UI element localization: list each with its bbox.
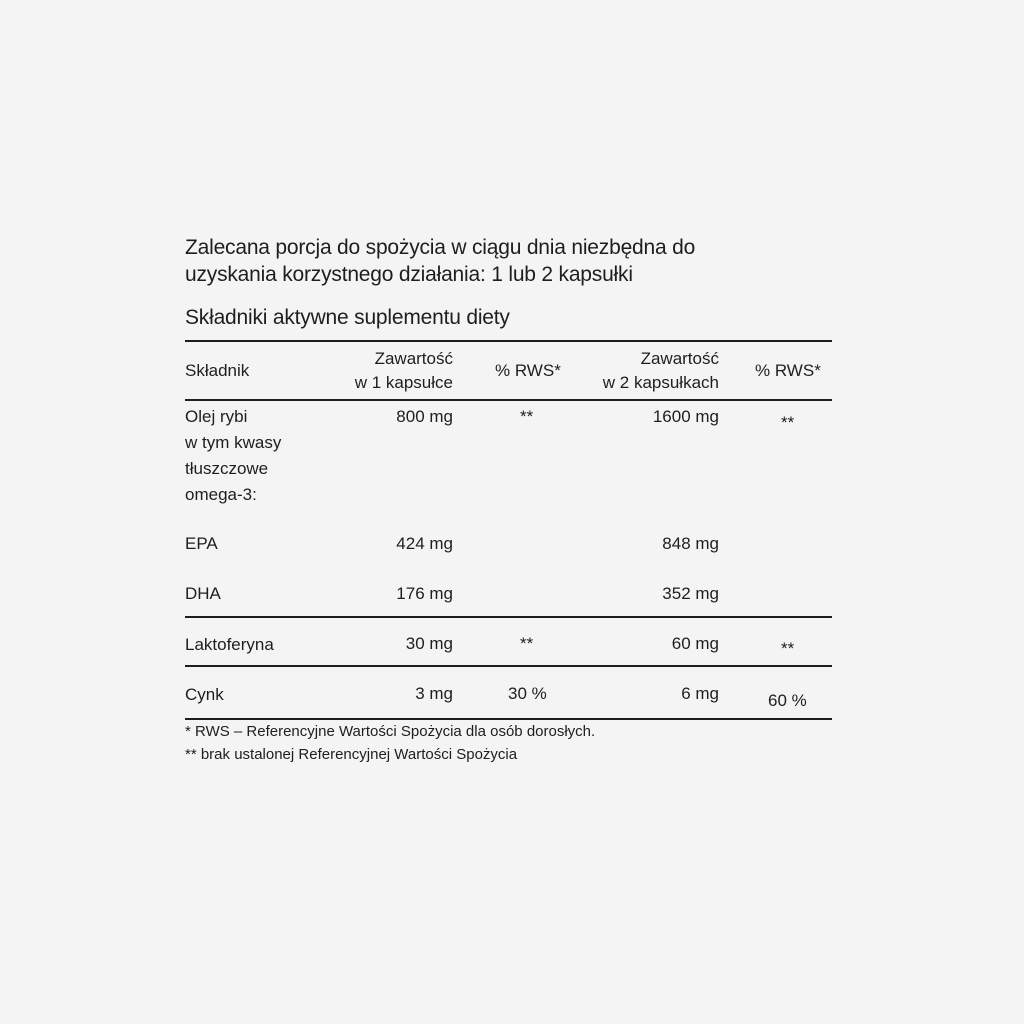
- header-amount2-line2: w 2 kapsułkach: [602, 373, 719, 392]
- row-epa-amount1: 424 mg: [396, 534, 453, 553]
- row-fish-oil-name-4: omega-3:: [185, 485, 257, 504]
- row-dha-name: DHA: [185, 584, 221, 603]
- header-ingredient: Składnik: [185, 361, 250, 380]
- supplement-facts-panel: [185, 234, 832, 720]
- row-zinc-amount1: 3 mg: [415, 684, 453, 703]
- row-zinc-rws1: 30 %: [508, 684, 547, 703]
- intro-line-2: uzyskania korzystnego działania: 1 lub 2 kapsułki: [185, 263, 633, 286]
- footnotes: [185, 720, 595, 766]
- row-lactoferrin-rws2: **: [781, 639, 795, 658]
- row-lactoferrin-rws1: **: [520, 634, 534, 653]
- header-amount2-line1: Zawartość: [640, 349, 719, 368]
- header-amount1-line1: Zawartość: [374, 349, 453, 368]
- row-epa-amount2: 848 mg: [662, 534, 719, 553]
- row-fish-oil-name-2: w tym kwasy: [185, 433, 282, 452]
- ingredients-table: [185, 340, 832, 720]
- header-rule: [185, 399, 832, 401]
- row-zinc-name: Cynk: [185, 685, 224, 704]
- table-top-rule: [185, 340, 832, 342]
- row-fish-oil-amount1: 800 mg: [396, 407, 453, 426]
- row-lactoferrin-amount2: 60 mg: [671, 634, 719, 653]
- row-fish-oil-name-1: Olej rybi: [185, 407, 248, 426]
- row-fish-oil-rws2: **: [781, 413, 795, 432]
- intro-line-1: Zalecana porcja do spożycia w ciągu dnia niezbędna do: [185, 236, 696, 259]
- footnote-no-rws: ** brak ustalonej Referencyjnej Wartości Spożycia: [185, 746, 518, 763]
- header-rws1: % RWS*: [495, 361, 561, 380]
- row-fish-oil-name-3: tłuszczowe: [185, 459, 269, 478]
- row-zinc-rws2: 60 %: [768, 691, 807, 710]
- row-fish-oil-rws1: **: [520, 407, 534, 426]
- row-zinc-amount2: 6 mg: [681, 684, 719, 703]
- row-dha-amount1: 176 mg: [396, 584, 453, 603]
- row-lactoferrin-name: Laktoferyna: [185, 635, 274, 654]
- recommended-dose-text: [185, 234, 832, 288]
- header-amount1-line2: w 1 kapsułce: [354, 373, 453, 392]
- row-dha-amount2: 352 mg: [662, 584, 719, 603]
- footnote-rws: * RWS – Referencyjne Wartości Spożycia dla osób dorosłych.: [185, 723, 596, 740]
- header-rws2: % RWS*: [755, 361, 821, 380]
- row-fish-oil-amount2: 1600 mg: [652, 407, 719, 426]
- row-rule-1: [185, 616, 832, 618]
- section-title: Składniki aktywne suplementu diety: [185, 306, 510, 329]
- row-epa-name: EPA: [185, 534, 218, 553]
- row-lactoferrin-amount1: 30 mg: [405, 634, 453, 653]
- row-rule-2: [185, 665, 832, 667]
